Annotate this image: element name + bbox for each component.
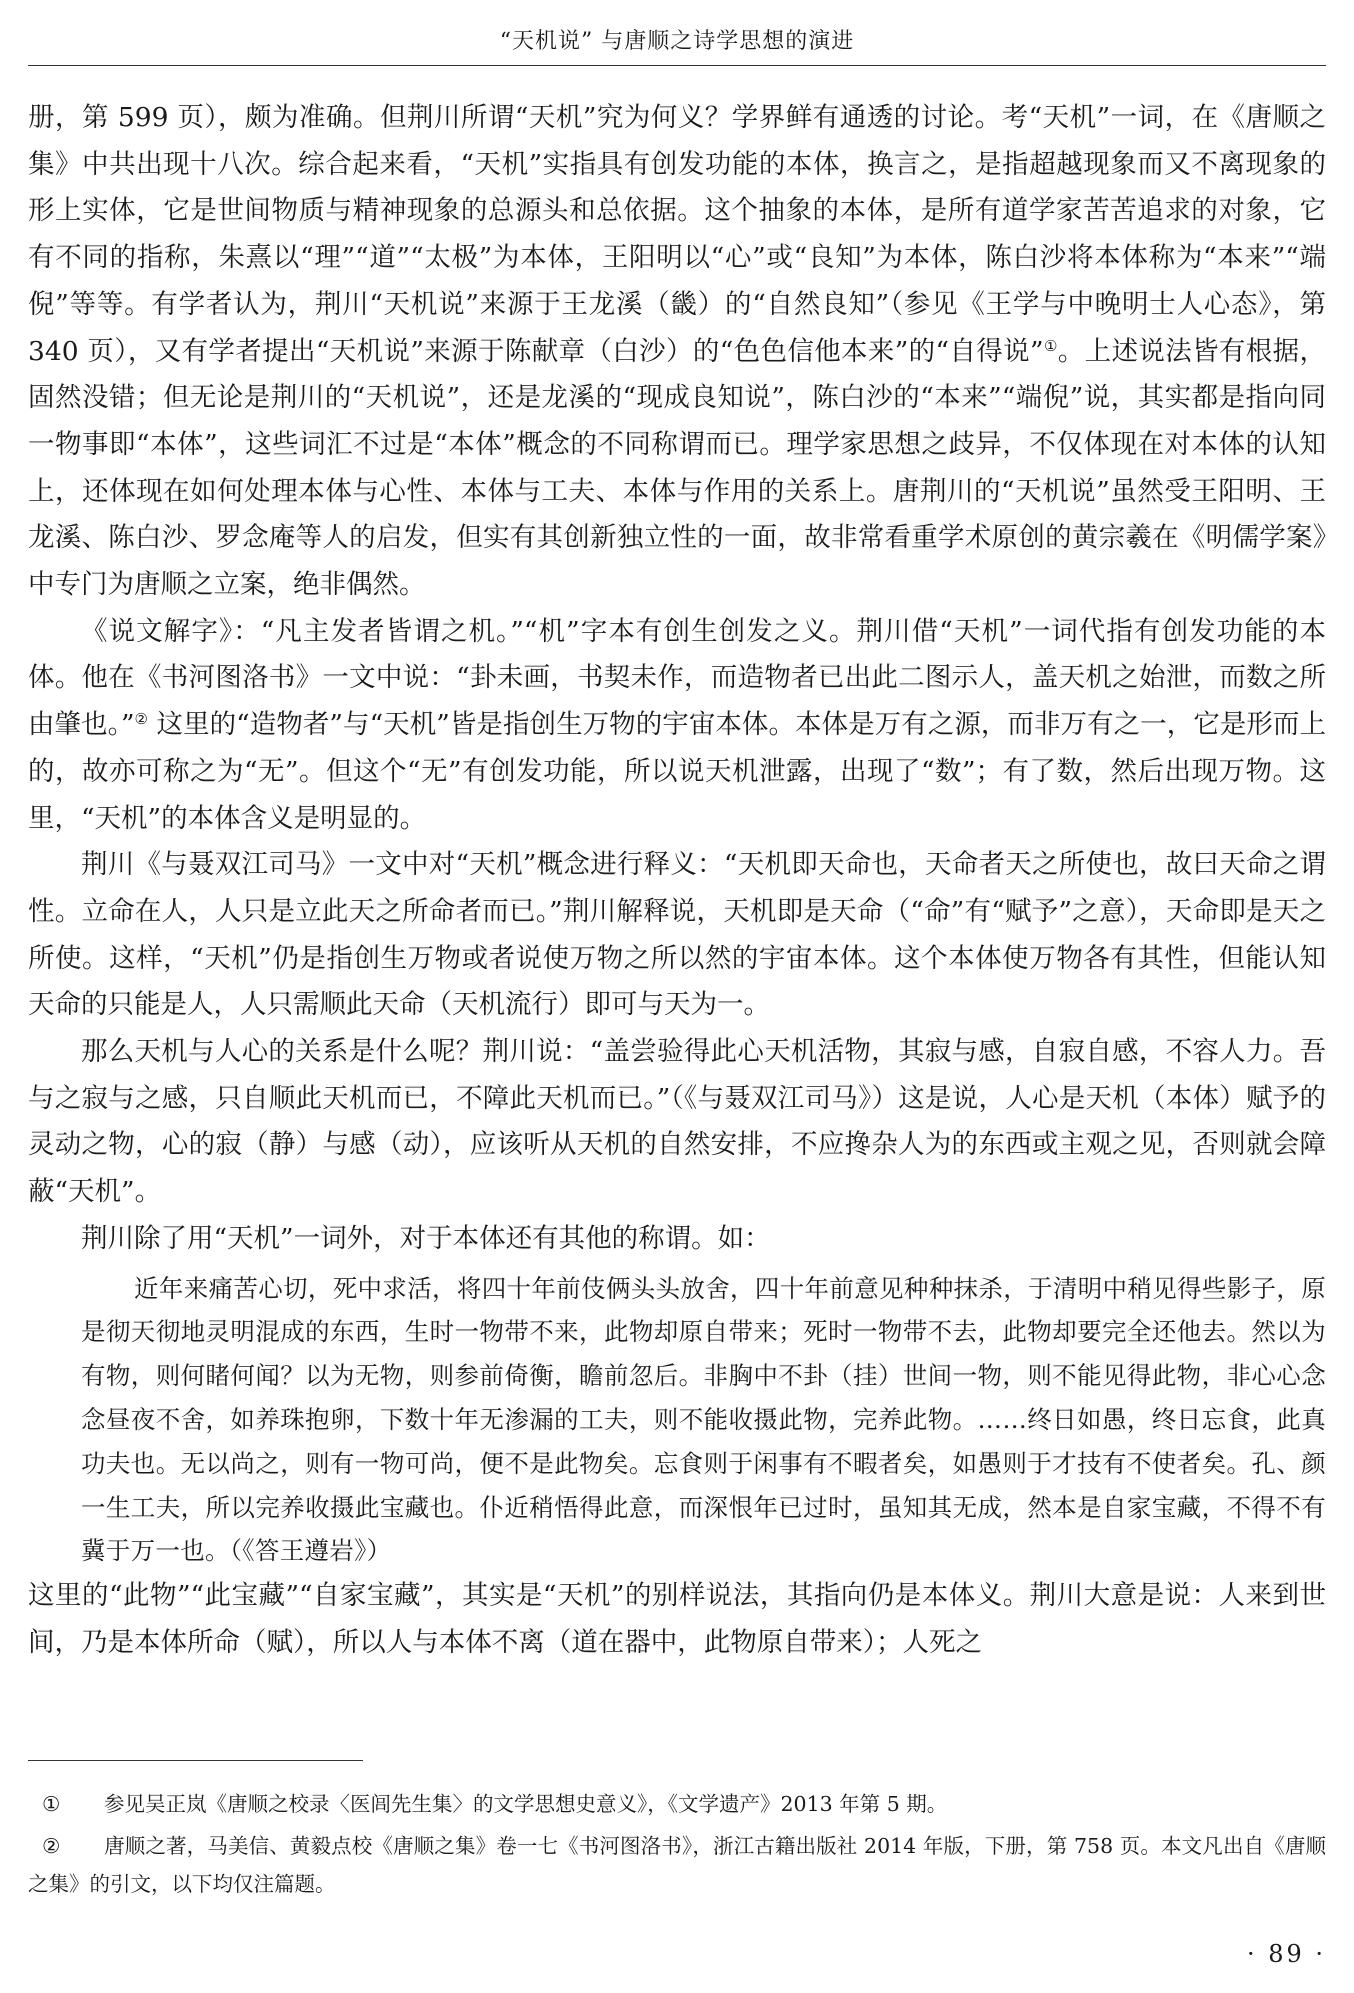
footnote-mark: ②	[42, 1834, 61, 1858]
running-title: “天机说” 与唐顺之诗学思想的演进	[499, 29, 855, 54]
paragraph-text: 《说文解字》：“凡主发者皆谓之机。”“机”字本有创生创发之义。荆川借“天机”一词代指有创发功能的本体。他在《书河图洛书》一文中说：“卦未画，书契未作，而造物者已出此二图示人，盖天机之始泄，而数之所由肇也。”	[28, 615, 1326, 741]
article-body	[28, 95, 1326, 1667]
footnotes	[28, 1785, 1326, 1907]
footnote-1	[28, 1785, 1326, 1823]
paragraph-3: 荆川《与聂双江司马》一文中对“天机”概念进行释义：“天机即天命也，天命者天之所使也，故曰天命之谓性。立命在人，人只是立此天之所命者而已。”荆川解释说，天机即是天命（“命”有“赋予”之意），天命即是天之所使。这样，“天机”仍是指创生万物或者说使万物之所以然的宇宙本体。这个本体使万物各有其性，但能认知天命的只能是人，人只需顺此天命（天机流行）即可与天为一。	[28, 849, 1326, 1021]
block-quote	[28, 1267, 1326, 1574]
footnote-mark: ①	[42, 1792, 61, 1816]
quote-text: 近年来痛苦心切，死中求活，将四十年前伎俩头头放舍，四十年前意见种种抹杀，于清明中稍见得些影子，原是彻天彻地灵明混成的东西，生时一物带不来，此物却原自带来；死时一物带不去，此物却要完全还他去。然以为有物，则何睹何闻？以为无物，则参前倚衡，瞻前忽后。非胸中不卦（挂）世间一物，则不能见得此物，非心心念念昼夜不舍，如养珠抱卵，下数十年无渗漏的工夫，则不能收摄此物，完养此物。……终日如愚，终日忘食，此真功夫也。无以尚之，则有一物可尚，便不是此物矣。忘食则于闲事有不暇者矣，如愚则于才技有不使者矣。孔、颜一生工夫，所以完养收摄此宝藏也。仆近稍悟得此意，而深恨年已过时，虽知其无成，然本是自家宝藏，不得不有冀于万一也。（《答王遵岩》）	[81, 1273, 1326, 1566]
header-rule	[28, 65, 1326, 66]
footnote-text: 参见吴正岚《唐顺之校录〈医闾先生集〉的文学思想史意义》，《文学遗产》2013 年第 5 期。	[104, 1792, 948, 1816]
paragraph-5: 荆川除了用“天机”一词外，对于本体还有其他的称谓。如：	[81, 1222, 771, 1254]
footnote-rule	[28, 1760, 363, 1761]
paragraph-text: 。上述说法皆有根据，固然没错；但无论是荆川的“天机说”，还是龙溪的“现成良知说”，陈白沙的“本来”“端倪”说，其实都是指向同一物事即“本体”，这些词汇不过是“本体”概念的不同称谓而已。理学家思想之歧异，不仅体现在对本体的认知上，还体现在如何处理本体与心性、本体与工夫、本体与作用的关系上。唐荆川的“天机说”虽然受王阳明、王龙溪、陈白沙、罗念庵等人的启发，但实有其创新独立性的一面，故非常看重学术原创的黄宗羲在《明儒学案》中专门为唐顺之立案，绝非偶然。	[28, 335, 1327, 601]
page-number: · 89 ·	[1246, 1940, 1326, 1968]
paragraph-4: 那么天机与人心的关系是什么呢？荆川说：“盖尝验得此心天机活物，其寂与感，自寂自感，不容人力。吾与之寂与之感，只自顺此天机而已，不障此天机而已。”（《与聂双江司马》）这是说，人心是天机（本体）赋予的灵动之物，心的寂（静）与感（动），应该听从天机的自然安排，不应搀杂人为的东西或主观之见，否则就会障蔽“天机”。	[28, 1036, 1326, 1208]
footnote-ref-2[interactable]: ②	[134, 710, 149, 729]
paragraph-text: 册，第 599 页），颇为准确。但荆川所谓“天机”究为何义？学界鲜有通透的讨论。考“天机”一词，在《唐顺之集》中共出现十八次。综合起来看，“天机”实指具有创发功能的本体，换言之，是指超越现象而又不离现象的形上实体，它是世间物质与精神现象的总源头和总依据。这个抽象的本体，是所有道学家苦苦追求的对象，它有不同的指称，朱熹以“理”“道”“太极”为本体，王阳明以“心”或“良知”为本体，陈白沙将本体称为“本来”“端倪”等等。有学者认为，荆川“天机说”来源于王龙溪（畿）的“自然良知”（参见《王学与中晚明士人心态》，第 340 页），又有学者提出“天机说”来源于陈献章（白沙）的“色色信他本来”的“自得说”	[28, 102, 1326, 367]
paragraph-text: 这里的“造物者”与“天机”皆是指创生万物的宇宙本体。本体是万有之源，而非万有之一，它是形而上的，故亦可称之为“无”。但这个“无”有创发功能，所以说天机泄露，出现了“数”；有了数，然后出现万物。这里，“天机”的本体含义是明显的。	[28, 709, 1326, 834]
footnote-text: 唐顺之著，马美信、黄毅点校《唐顺之集》卷一七《书河图洛书》，浙江古籍出版社 2014 年版，下册，第 758 页。本文凡出自《唐顺之集》的引文，以下均仅注篇题。	[28, 1834, 1326, 1896]
paragraph-2	[28, 609, 1326, 843]
footnote-ref-1[interactable]: ①	[1043, 336, 1058, 355]
paragraph-6: 这里的“此物”“此宝藏”“自家宝藏”，其实是“天机”的别样说法，其指向仍是本体义。荆川大意是说：人来到世间，乃是本体所命（赋），所以人与本体不离（道在器中，此物原自带来）；人死之	[28, 1580, 1326, 1658]
footnote-2	[28, 1827, 1326, 1903]
paragraph-1	[28, 95, 1326, 609]
